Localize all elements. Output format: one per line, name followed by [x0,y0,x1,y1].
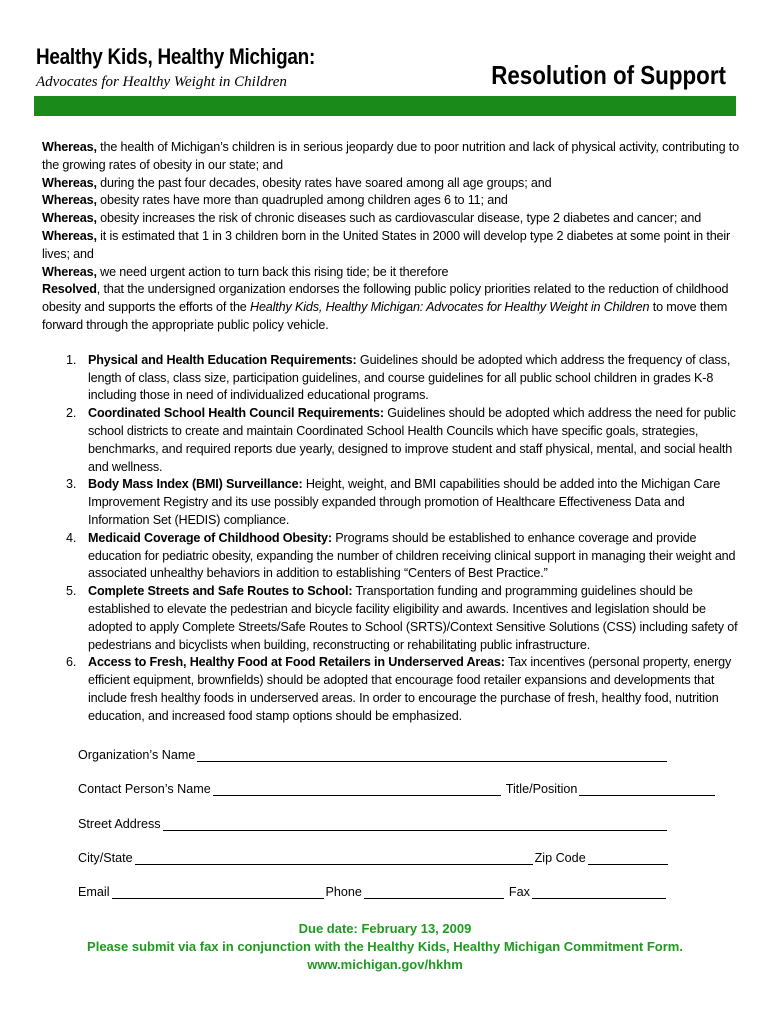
whereas-clause [42,175,742,193]
priority-title: Medicaid Coverage of Childhood Obesity: [88,530,332,545]
title-position-label: Title/Position [505,782,578,796]
footer [0,920,770,974]
list-number: 4. [66,530,77,545]
whereas-text: we need urgent action to turn back this rising tide; be it therefore [96,264,449,279]
whereas-clause [42,210,742,228]
resolved-clause [42,281,742,334]
phone-label: Phone [325,885,362,899]
priority-text: Transportation funding and programming guidelines should be established to elevate the pedestrian and bicycle facility eligibility and awards. Incentives and legislation should be adopted to apply Complete Streets/Safe Routes to School (SRTS)/Context Sensitive Solutions (CSS) including safety of pedestrians and bicyclists when building, reconstructing or rehabilitating public infrastructure. [88,584,738,652]
contact-name-label: Contact Person’s Name [78,782,211,796]
whereas-label: Whereas, [42,140,97,154]
title-position-field[interactable] [579,783,715,796]
whereas-label: Whereas, [42,193,97,208]
fax-field[interactable] [532,886,666,899]
website-url[interactable]: www.michigan.gov/hkhm [307,957,463,972]
whereas-label: Whereas, [42,211,97,226]
document-header [34,40,736,116]
whereas-text: during the past four decades, obesity rates have soared among all age groups; and [96,175,552,190]
city-state-field[interactable] [135,852,533,865]
list-item [42,476,738,529]
whereas-label: Whereas, [42,264,97,279]
street-address-field[interactable] [163,818,667,831]
zip-code-field[interactable] [588,852,668,865]
priority-title: Body Mass Index (BMI) Surveillance: [88,477,303,492]
whereas-clauses [42,139,742,335]
whereas-clause [42,264,742,282]
list-item [42,530,738,583]
email-field[interactable] [112,886,324,899]
whereas-label: Whereas, [42,228,97,243]
phone-field[interactable] [364,886,504,899]
resolved-campaign-name: Healthy Kids, Healthy Michigan: Advocates for Healthy Weight in Children [250,300,650,315]
header-green-bar [34,96,736,116]
priority-text: Guidelines should be adopted which address the frequency of class, length of class, class size, participation guidelines, and course guidelines for all public school children in grades K-8 including those in need of individualized educational programs. [88,352,731,403]
list-number: 5. [66,584,77,599]
priority-text: Height, weight, and BMI capabilities should be added into the Michigan Care Improvement Registry and its use possibly expanded through promotion of Healthcare Effectiveness Data and Information Set (HEDIS) compliance. [88,477,721,527]
priority-text: Guidelines should be adopted which address the need for public school districts to create and maintain Coordinated School Health Councils which have specific goals, strategies, benchmarks, and required reports due yearly, designed to improve student and staff physical, mental, and social health and wellness. [88,406,736,474]
due-date: Due date: February 13, 2009 [298,921,472,936]
resolved-label: Resolved [42,282,97,297]
email-label: Email [78,885,110,899]
priority-title: Physical and Health Education Requirements: [88,352,357,367]
fax-label: Fax [508,885,530,899]
list-number: 6. [66,655,77,670]
organization-title: Healthy Kids, Healthy Michigan: [36,44,316,69]
contact-info-row [78,885,668,899]
whereas-text: obesity increases the risk of chronic diseases such as cardiovascular disease, type 2 diabetes and cancer; and [96,211,702,226]
document-title: Resolution of Support [491,60,726,90]
priority-text: Tax incentives (personal property, energy efficient equipment, brownfields) should be adopted that encourage food retailer expansions and developments that include fresh healthy foods in underserved areas. In order to encourage the purchase of fresh, healthy food, nutrition education, and increased food stamp options should be emphasized. [88,655,732,723]
priority-text: Programs should be established to enhance coverage and provide education for pediatric obesity, expanding the number of children receiving clinical support in managing their weight and associated unhealthy behaviors in addition to establishing “Centers of Best Practice.” [88,530,736,581]
whereas-text: obesity rates have more than quadrupled among children ages 6 to 11; and [96,193,508,208]
priority-title: Coordinated School Health Council Requirements: [88,406,384,421]
list-number: 2. [66,406,77,421]
street-row [78,817,669,831]
list-item [42,405,738,476]
whereas-clause [42,192,742,210]
whereas-clause [42,228,742,264]
priority-title: Access to Fresh, Healthy Food at Food Retailers in Underserved Areas: [88,655,505,670]
street-address-label: Street Address [78,817,161,831]
list-number: 1. [66,352,77,367]
city-state-label: City/State [78,851,133,865]
list-item [42,583,738,654]
organization-subtitle: Advocates for Healthy Weight in Children [36,74,287,90]
city-row [78,851,670,865]
whereas-text: the health of Michigan’s children is in serious jeopardy due to poor nutrition and lack of physical activity, contributing to the growing rates of obesity in our state; and [42,140,739,172]
list-item [42,352,738,405]
whereas-text: it is estimated that 1 in 3 children born in the United States in 2000 will develop type 2 diabetes at some point in their lives; and [42,228,731,261]
whereas-label: Whereas, [42,175,97,190]
submit-instructions: Please submit via fax in conjunction with the Healthy Kids, Healthy Michigan Commitment Form. [87,939,683,954]
org-name-row [78,748,669,762]
resolved-text: , that the undersigned organization endorses the following public policy priorities related to the reduction of childhood obesity and supports the efforts of the [42,282,729,315]
resolution-body [42,139,742,726]
list-number: 3. [66,477,77,492]
whereas-clause [42,139,742,175]
org-name-field[interactable] [197,749,667,762]
list-item [42,654,738,725]
policy-priorities-list [42,352,742,726]
priority-title: Complete Streets and Safe Routes to School: [88,584,353,599]
zip-code-label: Zip Code [534,851,586,865]
resolved-text-end: to move them forward through the appropriate public policy vehicle. [42,300,728,332]
org-name-label: Organization’s Name [78,748,196,762]
contact-row [78,782,717,796]
contact-name-field[interactable] [213,783,501,796]
